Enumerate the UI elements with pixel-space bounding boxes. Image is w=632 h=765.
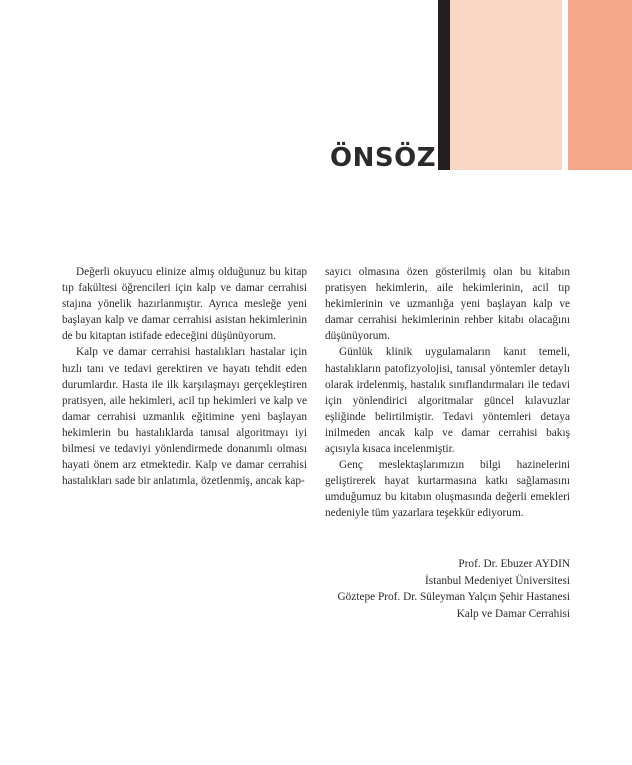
decorative-band-light <box>450 0 562 170</box>
signature-hospital: Göztepe Prof. Dr. Süleyman Yalçın Şehir Hastanesi <box>337 591 570 603</box>
signature-department: Kalp ve Damar Cerrahisi <box>456 607 570 620</box>
paragraph: Değerli okuyucu elinize almış olduğunuz bu kitap tıp fakültesi öğrencileri için kalp ve damar cerrahisi stajına yönelik hazırlanmıştır. Ayrıca mesleğe yeni başlayan kalp ve damar cerrahisi asistan hekimlerinin de bu kitaptan istifade edeceğini düşünüyorum. <box>62 266 307 343</box>
paragraph: Genç meslektaşlarımızın bilgi hazinelerini geliştirerek hayat kurtarmasına katkı sağlamasını umduğumuz bu kitabın oluşmasında değerli emekleri nedeniyle tüm yazarlara teşekkür ediyorum. <box>325 459 570 520</box>
signature-name: Prof. Dr. Ebuzer AYDIN <box>458 558 570 570</box>
page-title: ÖNSÖZ <box>330 143 437 173</box>
decorative-band-dark <box>438 0 450 170</box>
body-column-left <box>62 264 307 489</box>
decorative-band-accent <box>568 0 632 170</box>
paragraph: Kalp ve damar cerrahisi hastalıkları hastalar için hızlı tanı ve tedavi gerektiren ve hayatı tehdit eden durumlardır. Hasta ile ilk karşılaşmayı gerçekleştiren pratisyen, aile hekimleri, acil tıp hekimleri ve kalp ve damar cerrahisi uzmanlık eğitimine yeni başlayan hekimlerin bu hastalıklarda tanısal algoritmayı iyi bilmesi ve tedaviyi yönlendirmede donanımlı olması hayati önem arz etmektedir. Kalp ve damar cerrahisi hastalıkları sade bir anlatımla, özetlenmiş, ancak kap- <box>62 346 307 488</box>
paragraph: Günlük klinik uygulamaların kanıt temeli, hastalıkların patofizyolojisi, tanısal yöntemler detaylı olarak irdelenmiş, hastalık sınıflandırmaları ile tedavi için yönlendirici algoritmalar güncel kılavuzlar eşliğinde belirtilmiştir. Tedavi yöntemleri detaya inilmeden ancak kalp ve damar cerrahisi bakış açısıyla kısaca incelenmiştir. <box>325 346 570 456</box>
signature-university: İstanbul Medeniyet Üniversitesi <box>425 574 570 587</box>
body-column-right <box>325 264 570 522</box>
signature-block <box>270 556 570 622</box>
paragraph: sayıcı olmasına özen gösterilmiş olan bu kitabın pratisyen hekimlerin, aile hekimlerinin, acil tıp hekimlerinin ve uzmanlığa yeni başlayan kalp ve damar cerrahisi hekimlerinin rehber kitabı olacağını düşünüyorum. <box>325 266 570 343</box>
